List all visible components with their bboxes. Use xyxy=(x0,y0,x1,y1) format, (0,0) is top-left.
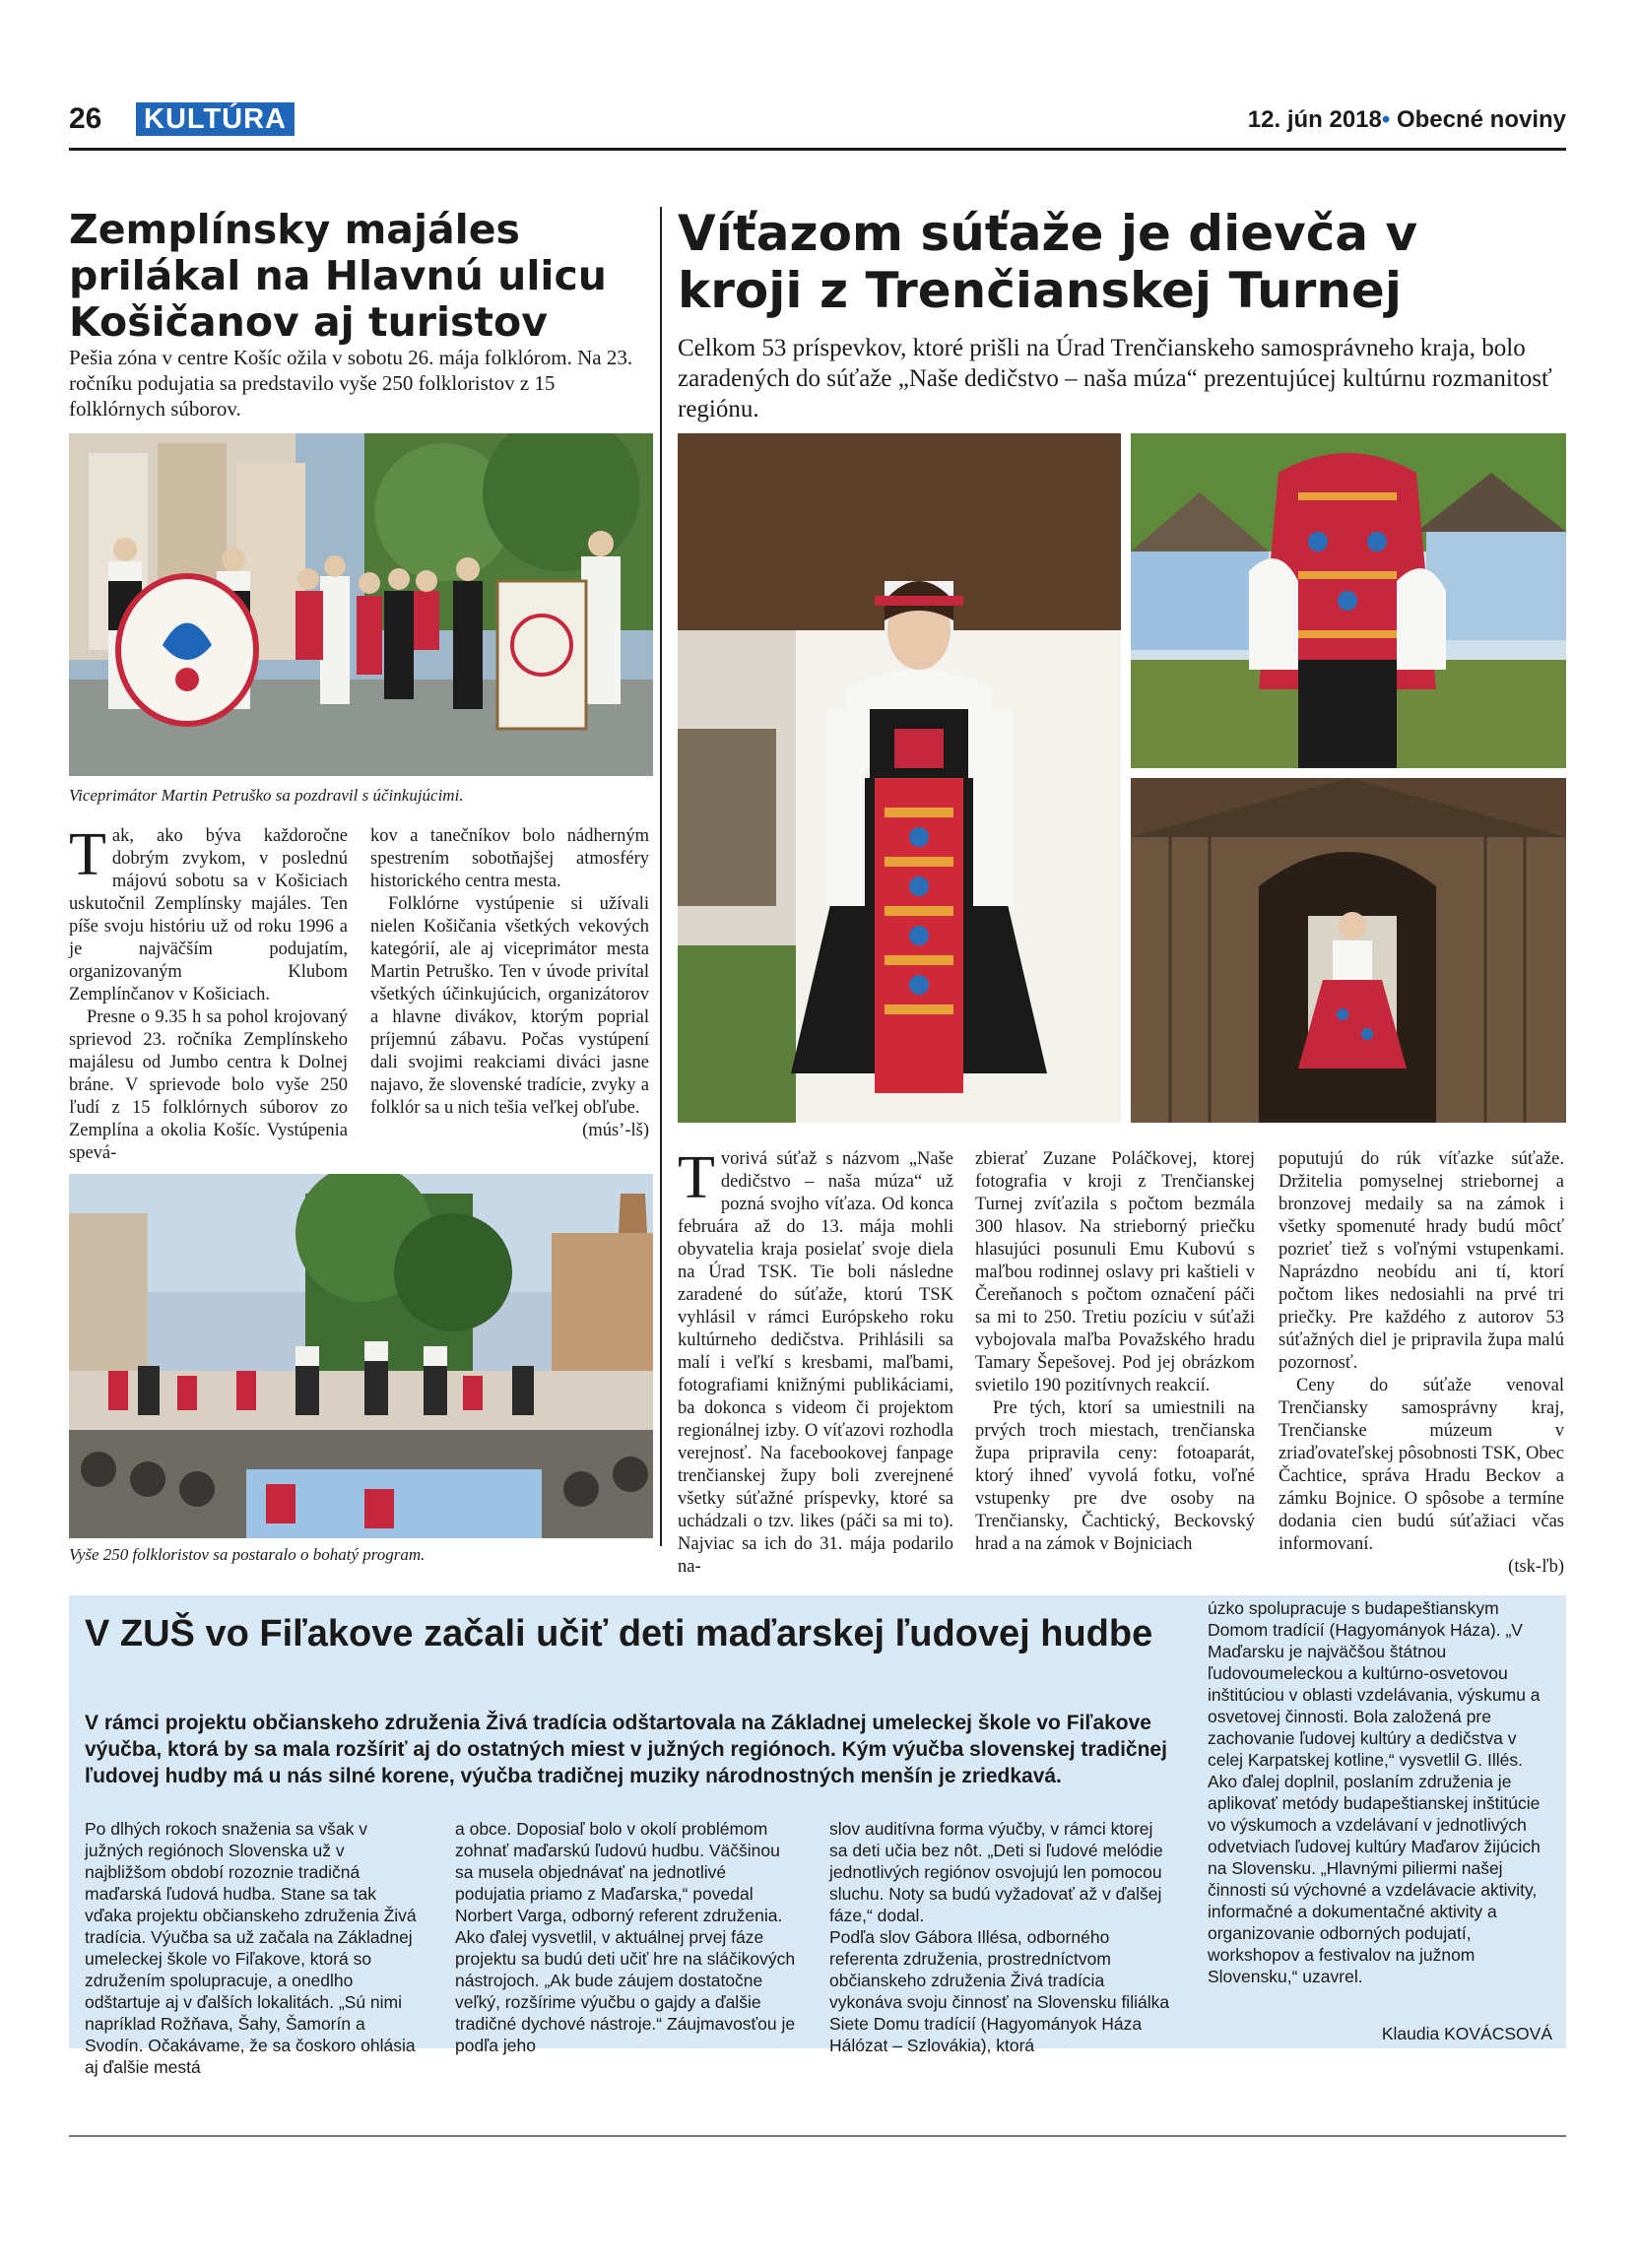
stage-performance-photo xyxy=(69,1174,653,1538)
right-col2-p1: zbierať Zuzane Poláčkovej, ktorej fotografia v kroji z Trenčianskej Turnej zvíťazila s počtom bezmála 300 hlasov. Na strieborný priečku hlasujúci posunuli Emu Kubovú s maľbou rodinnej oslavy pri kaštieli v Čereňanoch s počtom označení páči sa mi to 250. Tretiu pozíciu v súťaži vybojovala maľba Považského hradu Tamary Šepešovej. Pod jej obrázkom svietilo 190 pozitívnych reakcií. xyxy=(975,1149,1255,1395)
left-col1-p2: Presne o 9.35 h sa pohol krojovaný sprievod 23. ročníka Zemplínskeho majálesu od Jumbo centra k Dolnej bráne. V sprievode bolo vyše 250 ľudí z 15 folklórnych súborov zo Zemplína a okolia Košíc. Vystúpenia spevá- xyxy=(69,1007,348,1163)
right-article-col3 xyxy=(1279,1148,1564,1579)
photo1-caption: Viceprimátor Martin Petruško sa pozdravil s účinkujúcimi. xyxy=(69,786,464,805)
left-article-col1 xyxy=(69,821,348,1165)
right-col3-p1: poputujú do rúk víťazke súťaže. Držitelia pomyselnej striebornej a bronzovej medaily sa na zámok i všetky spomenuté hrady budú môcť pozrieť tiež s voľnými vstupenkami. Naprázdno neobídu ani tí, ktorí počtom likes nedosiahli na prvé tri priečky. Pre každého z autorov 53 súťažných diel je pripravila župa malú pozornosť. xyxy=(1279,1149,1564,1373)
right-article-col1 xyxy=(678,1144,953,1579)
left-col2-p1: kov a tanečníkov bolo nádherným spestrením sobotňajšej atmosféry historického centra mesta. xyxy=(370,826,649,891)
box-article-title: V ZUŠ vo Fiľakove začali učiť deti maďarskej ľudovej hudbe xyxy=(85,1613,1153,1654)
page-number: 26 xyxy=(69,102,102,135)
right-article-col2 xyxy=(975,1148,1255,1556)
column-divider xyxy=(660,207,662,1546)
left-article-title: Zemplínsky majáles prilákal na Hlavnú ulicu Košičanov aj turistov xyxy=(69,206,607,346)
left-col1-p1: ak, ako býva každoročne dobrým zvykom, v poslednú májovú sobotu sa v Košiciach uskutočnil Zemplínsky majáles. Ten píše svoju históriu už od roku 1996 a je najväčším podujatím, organizovaným Klubom Zemplínčanov v Košiciach. xyxy=(69,826,348,1004)
box-col1: Po dlhých rokoch snaženia sa však v južných regiónoch Slovenska už v najbližšom období rozoznie tradičná maďarská ľudová hudba. Stane sa tak vďaka projektu občianskeho združenia Živá tradícia. Výučba sa už začala na Základnej umeleckej škole vo Fiľakove, ktorá so združením spolupracuje, a onedlho odštartuje aj v ďalších lokalitách. „Sú nimi napríklad Rožňava, Šahy, Šamorín a Svodín. Očakávame, že sa čoskoro ohlásia aj ďalšie mestá xyxy=(85,1819,417,2077)
bottom-rule xyxy=(69,2135,1566,2137)
author-last-name: KOVÁCSOVÁ xyxy=(1444,2024,1552,2043)
author-first-name: Klaudia xyxy=(1381,2024,1440,2043)
right-col2-p2: Pre tých, ktorí sa umiestnili na prvých troch miestach, trenčianska župa pripravila ceny: fotoaparát, ktorý ihneď vyvolá fotku, voľné vstupenky pre dve osoby na Trenčiansky, Čachtický, Beckovský hrad a na zámok v Bojniciach xyxy=(975,1398,1255,1554)
dropcap: T xyxy=(678,1144,715,1211)
box-col2: a obce. Doposiaľ bolo v okolí problémom zohnať maďarskú ľudovú hudbu. Väčšinou sa musela objednávať na jednotlivé podujatia priamo z Maďarska,“ povedal Norbert Varga, odborný referent združenia. Ako ďalej vysvetlil, v aktuálnej prvej fáze projektu sa budú deti učiť hre na sláčikových nástrojoch. „Ak bude záujem dostatočne veľký, rozšírime výučbu o gajdy a ďalšie tradičné dychové nástroje.“ Záujmavosťou je podľa jeho xyxy=(455,1819,796,2055)
box-author xyxy=(1208,2023,1552,2044)
majales-group-photo xyxy=(69,433,653,776)
box-article-lead: V rámci projektu občianskeho združenia Živá tradícia odštartovala na Základnej umeleckej škole vo Fiľakove výučba, ktorá by sa mala rozšíriť aj do ostatných miest v južných regiónoch. Kým výučba slovenskej tradičnej ľudovej hudby má u nás silné korene, výučba tradičnej muziky národnostných menšín je zriedkavá. xyxy=(85,1712,1167,1787)
publication-name: Obecné noviny xyxy=(1396,106,1566,133)
separator-dot: • xyxy=(1381,106,1391,133)
left-article-signature: (músʼ-lš) xyxy=(582,1121,649,1140)
issue-date: 12. jún 2018 xyxy=(1247,106,1382,133)
right-article-signature: (tsk-ľb) xyxy=(1508,1557,1564,1577)
right-col1-text: vorivá súťaž s názvom „Naše dedičstvo – naša múza“ už pozná svojho víťaza. Od konca februára až do 13. mája mohli obyvatelia kraja posielať svoje diela na Úrad TSK. Tie boli následne zaradené do súťaže, ktorú TSK vyhlásil v rámci Európskeho roku kultúrneho dedičstva. Prihlásili sa malí i veľkí s kresbami, maľbami, fotografiami knižnými publikáciami, ba dokonca s videom či projektom regionálnej izby. O víťazovi rozhodla verejnosť. Na facebookovej fanpage trenčianskej župy boli zverejnené všetky súťažné príspevky, ktoré sa uchádzali o tzv. likes (páči sa mi to). Najviac sa ich do 31. mája podarilo na- xyxy=(678,1149,953,1577)
dropcap: T xyxy=(69,821,106,888)
right-col3-p2: Ceny do súťaže venoval Trenčiansky samosprávny kraj, Trenčianske múzeum v zriaďovateľskej pôsobnosti TSK, Obec Čachtice, správa Hradu Beckov a zámku Bojnice. O spôsobe a termíne dodania cien budú súťažiaci včas informovaní. xyxy=(1279,1376,1564,1554)
left-article-lead: Pešia zóna v centre Košíc ožila v sobotu 26. mája folklórom. Na 23. ročníku podujatia sa predstavilo vyše 250 folkloristov z 15 folklórnych súborov. xyxy=(69,346,633,421)
box-col4: úzko spolupracuje s budapeštianskym Domom tradícií (Hagyományok Háza). „V Maďarsku je najväčšou štátnou ľudovoumeleckou a kultúrno-osvetovou inštitúciou v oblasti vzdelávania, výskumu a osvetovej činnosti. Bola založená pre zachovanie ľudovej kultúry a dedičstva v celej Karpatskej kotline,“ vysvetlil G. Illés. Ako ďalej doplnil, poslaním združenia je aplikovať metódy budapeštianskej inštitúcie vo výskumoch a vzdelávaní v jednotlivých odvetviach ľudovej kultúry Maďarov žijúcich na Slovensku. „Hlavnými piliermi našej činnosti sú výchovné a vzdelávacie aktivity, informačné a dokumentačné aktivity a organizovanie odborných podujatí, workshopov a festivalov na južnom Slovensku,“ uzavrel. xyxy=(1208,1598,1541,1986)
dateline xyxy=(1248,106,1566,134)
right-article-title: Víťazom súťaže je dievča v kroji z Trenčianskej Turnej xyxy=(678,205,1418,319)
girl-in-kroj-photo xyxy=(678,433,1121,1123)
header-rule xyxy=(69,148,1566,151)
kroj-back-view-photo xyxy=(1131,433,1566,768)
left-col2-p2: Folklórne vystúpenie si užívali nielen Košičania všetkých vekových kategórií, ale aj viceprimátor mesta Martin Petruško. Ten v úvode privítal všetkých účinkujúcich, organizátorov a hlavne divákov, ktorým poprial príjemnú zábavu. Počas vystúpení dali svojimi reakciami diváci jasne najavo, že slovenské tradície, zvyky a folklór sa u nich tešia veľkej obľube. xyxy=(370,894,649,1118)
right-article-lead: Celkom 53 príspevkov, ktoré prišli na Úrad Trenčianskeho samosprávneho kraja, bolo zaradených do súťaže „Naše dedičstvo – naša múza“ prezentujúcej kultúrnu rozmanitosť regiónu. xyxy=(678,335,1552,422)
section-label: KULTÚRA xyxy=(136,102,295,136)
wooden-house-door-photo xyxy=(1131,778,1566,1123)
left-article-col2 xyxy=(370,825,649,1142)
box-col3: slov auditívna forma výučby, v rámci ktorej sa deti učia bez nôt. „Deti si ľudové melódie jednotlivých regiónov osvojujú len pomocou sluchu. Noty sa budú vyžadovať až v ďalšej fáze,“ dodal. Podľa slov Gábora Illésa, odborného referenta združenia, prostredníctvom občianskeho združenia Živá tradícia vykonáva svoju činnosť na Slovensku filiálka Siete Domu tradícií (Hagyományok Háza Hálózat – Szlovákia), ktorá xyxy=(829,1819,1170,2055)
photo2-caption: Vyše 250 folkloristov sa postaralo o bohatý program. xyxy=(69,1545,426,1564)
